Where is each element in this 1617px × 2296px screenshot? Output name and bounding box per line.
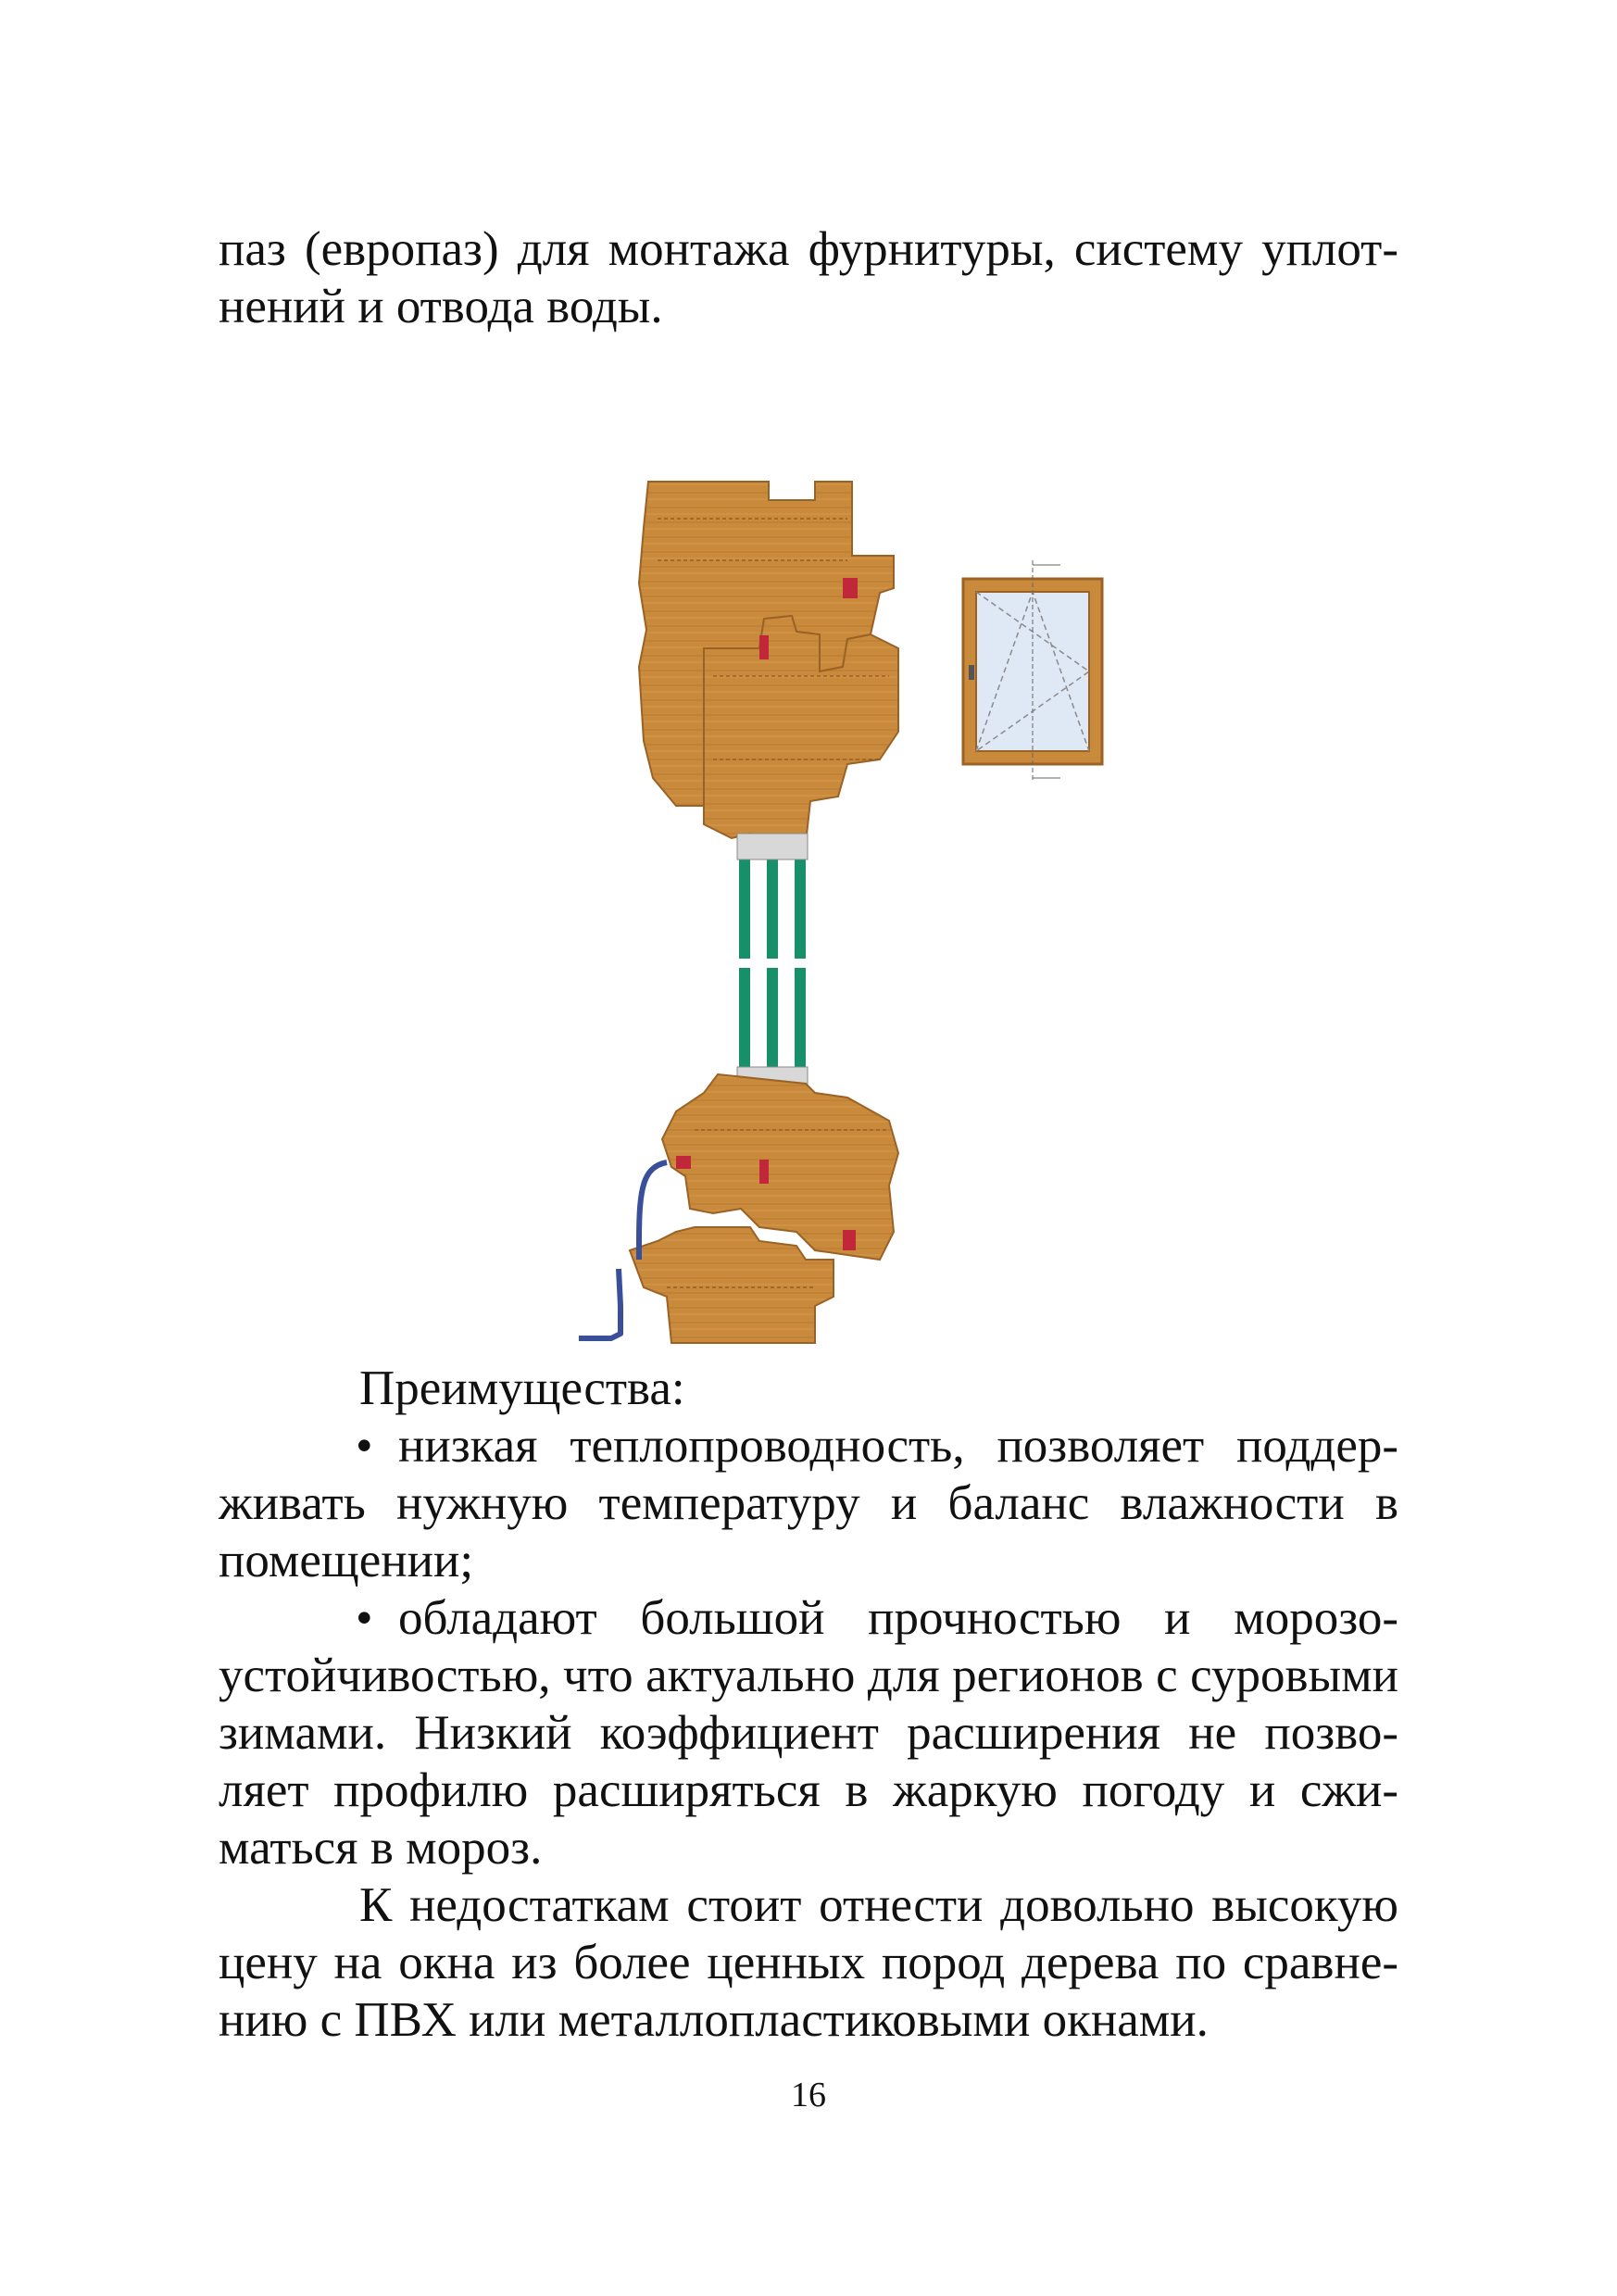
text-line: маться в мороз. [219,1821,543,1875]
top-frame-profile [704,616,898,845]
bullet-item-first-line [219,1417,1398,1474]
bullet-item-first-line [219,1589,1398,1647]
window-elevation-icon [963,560,1102,783]
text-line: К недостаткам стоит отнести довольно высокую [359,1878,1398,1932]
text-line: низкая теплопроводность, позволяет поддер- [398,1419,1398,1473]
advantages-heading: Преимущества: [359,1361,685,1415]
seal [843,1230,856,1250]
seal [676,1156,691,1169]
text-line: помещении; [219,1534,474,1587]
page-number: 16 [791,2076,826,2114]
bullet-marker: • [356,1419,373,1473]
bottom-frame-profile [630,1227,834,1343]
bullet-marker: • [356,1591,373,1645]
intro-paragraph [219,220,1398,335]
seal [759,1160,769,1184]
text-line: зимами. Низкий коэффициент расширения не позво- [219,1706,1398,1760]
text-line: паз (европаз) для монтажа фурнитуры, систему уплот- [219,222,1398,276]
text-line: цену на окна из более ценных пород дерева по сравне- [219,1936,1398,1989]
cross-section-diagram [579,482,898,1343]
seal [843,578,858,598]
text-line: устойчивостью, что актуально для регионов с суровыми [219,1649,1398,1702]
window-profile-figure [482,370,1148,1352]
text-line: обладают большой прочностью и морозо- [398,1591,1398,1645]
advantages-section [219,1360,1398,2049]
text-line: нений и отвода воды. [219,280,663,333]
seal [759,635,769,659]
text-line: ляет профилю расширяться в жаркую погоду и сжи- [219,1763,1398,1817]
spacer [737,834,808,859]
text-line: живать нужную температуру и баланс влажности в [219,1476,1398,1530]
text-line: нию с ПВХ или металлопластиковыми окнами. [219,1993,1209,2047]
